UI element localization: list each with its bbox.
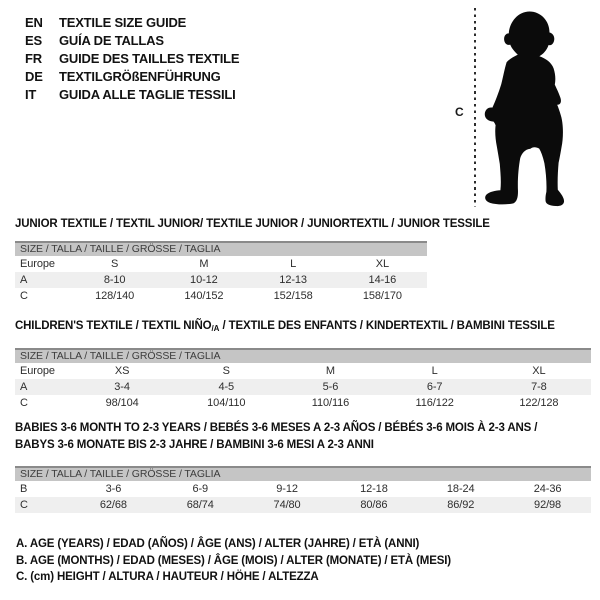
cell: 12-13 xyxy=(279,274,307,286)
language-row-en xyxy=(25,14,239,32)
cell: 14-16 xyxy=(368,274,397,286)
cell: 6-9 xyxy=(192,483,209,495)
children-table xyxy=(15,363,591,411)
language-code: FR xyxy=(25,51,42,66)
language-label: TEXTILE SIZE GUIDE xyxy=(59,15,187,30)
junior-section-heading: JUNIOR TEXTILE / TEXTIL JUNIOR/ TEXTILE JUNIOR / JUNIORTEXTIL / JUNIOR TESSILE xyxy=(15,218,490,230)
cell: 6-7 xyxy=(426,381,443,393)
cell: 10-12 xyxy=(190,274,218,286)
cell: XL xyxy=(532,365,546,377)
row-label: C xyxy=(20,499,28,511)
language-row-fr xyxy=(25,50,239,68)
footnotes-block xyxy=(16,536,451,586)
cell: 104/110 xyxy=(207,397,246,409)
table-row xyxy=(15,497,591,513)
row-label: Europe xyxy=(20,365,55,377)
children-size-table xyxy=(15,348,591,411)
children-size-header-bar: SIZE / TALLA / TAILLE / GRÖSSE / TAGLIA xyxy=(15,348,591,363)
cell: 9-12 xyxy=(276,483,298,495)
cell: 92/98 xyxy=(534,499,562,511)
cell: 116/122 xyxy=(415,397,454,409)
language-code: ES xyxy=(25,33,42,48)
cell: 122/128 xyxy=(519,397,559,409)
cell: 86/92 xyxy=(447,499,475,511)
children-section-heading xyxy=(15,318,555,337)
table-row xyxy=(15,379,591,395)
cell: 80/86 xyxy=(360,499,388,511)
children-heading-text: CHILDREN'S TEXTILE / TEXTIL NIÑO xyxy=(15,320,212,332)
language-label: TEXTILGRÖßENFÜHRUNG xyxy=(59,69,221,84)
babies-heading-line1: BABIES 3-6 MONTH TO 2-3 YEARS / BEBÉS 3-6 MESES A 2-3 AÑOS / BÉBÉS 3-6 MOIS À 2-3 ANS / xyxy=(15,422,538,434)
cell: 98/104 xyxy=(105,397,139,409)
cell: 7-8 xyxy=(531,381,547,393)
cell: 110/116 xyxy=(311,397,350,409)
cell: L xyxy=(431,365,438,377)
language-label: GUIDA ALLE TAGLIE TESSILI xyxy=(59,87,236,102)
babies-size-header-bar: SIZE / TALLA / TAILLE / GRÖSSE / TAGLIA xyxy=(15,466,591,481)
row-label: B xyxy=(20,483,28,495)
table-row xyxy=(15,288,427,304)
cell: 4-5 xyxy=(218,381,235,393)
footnote-a: A. AGE (YEARS) / EDAD (AÑOS) / ÂGE (ANS) / ALTER (JAHRE) / ETÀ (ANNI) xyxy=(16,538,420,550)
table-row xyxy=(15,363,591,379)
language-row-it xyxy=(25,86,239,104)
language-guide-block xyxy=(25,14,239,104)
language-code: DE xyxy=(25,69,43,84)
babies-section-heading xyxy=(15,420,537,454)
row-label: C xyxy=(20,290,28,302)
babies-size-table xyxy=(15,466,591,513)
cell: S xyxy=(111,258,119,270)
cell: M xyxy=(325,365,335,377)
children-heading-text: / TEXTILE DES ENFANTS / KINDERTEXTIL / BAMBINI TESSILE xyxy=(219,320,555,332)
cell: XL xyxy=(375,258,389,270)
babies-heading-line2: BABYS 3-6 MONATE BIS 2-3 JAHRE / BAMBINI 3-6 MESI A 2-3 ANNI xyxy=(15,439,374,451)
cell: 152/158 xyxy=(273,290,313,302)
cell: M xyxy=(199,258,209,270)
row-label: C xyxy=(20,397,28,409)
footnote-b: B. AGE (MONTHS) / EDAD (MESES) / ÂGE (MOIS) / ALTER (MONATE) / ETÀ (MESI) xyxy=(16,554,451,567)
language-row-es xyxy=(25,32,239,50)
cell: XS xyxy=(114,365,130,377)
footnote-c: C. (cm) HEIGHT / ALTURA / HAUTEUR / HÖHE / ALTEZZA xyxy=(16,571,319,583)
height-dotted-line xyxy=(474,8,476,207)
junior-size-header-bar: SIZE / TALLA / TAILLE / GRÖSSE / TAGLIA xyxy=(15,241,427,256)
language-label: GUIDE DES TAILLES TEXTILE xyxy=(59,51,240,66)
children-heading-subscript: /A xyxy=(211,324,220,333)
cell: 128/140 xyxy=(95,290,135,302)
baby-toddler-silhouette-icon xyxy=(478,0,588,210)
cell: 74/80 xyxy=(273,499,301,511)
junior-size-table xyxy=(15,241,427,304)
language-row-de xyxy=(25,68,239,86)
cell: 3-4 xyxy=(114,381,130,393)
row-label: A xyxy=(20,381,28,393)
row-label: Europe xyxy=(20,258,55,270)
language-label: GUÍA DE TALLAS xyxy=(59,33,164,48)
cell: 140/152 xyxy=(184,290,224,302)
cell: 3-6 xyxy=(105,483,122,495)
language-code: IT xyxy=(25,87,37,102)
junior-table xyxy=(15,256,427,304)
cell: 62/68 xyxy=(99,499,127,511)
language-code: EN xyxy=(25,15,43,30)
height-measure-label: C xyxy=(455,105,464,119)
cell: 24-36 xyxy=(533,483,562,495)
table-row xyxy=(15,256,427,272)
cell: S xyxy=(222,365,230,377)
table-row xyxy=(15,395,591,411)
babies-table xyxy=(15,481,591,513)
cell: 158/170 xyxy=(362,290,402,302)
cell: 12-18 xyxy=(360,483,388,495)
cell: 5-6 xyxy=(322,381,339,393)
cell: 68/74 xyxy=(186,499,214,511)
table-row xyxy=(15,481,591,497)
cell: L xyxy=(290,258,297,270)
cell: 18-24 xyxy=(446,483,475,495)
row-label: A xyxy=(20,274,28,286)
table-row xyxy=(15,272,427,288)
cell: 8-10 xyxy=(103,274,126,286)
